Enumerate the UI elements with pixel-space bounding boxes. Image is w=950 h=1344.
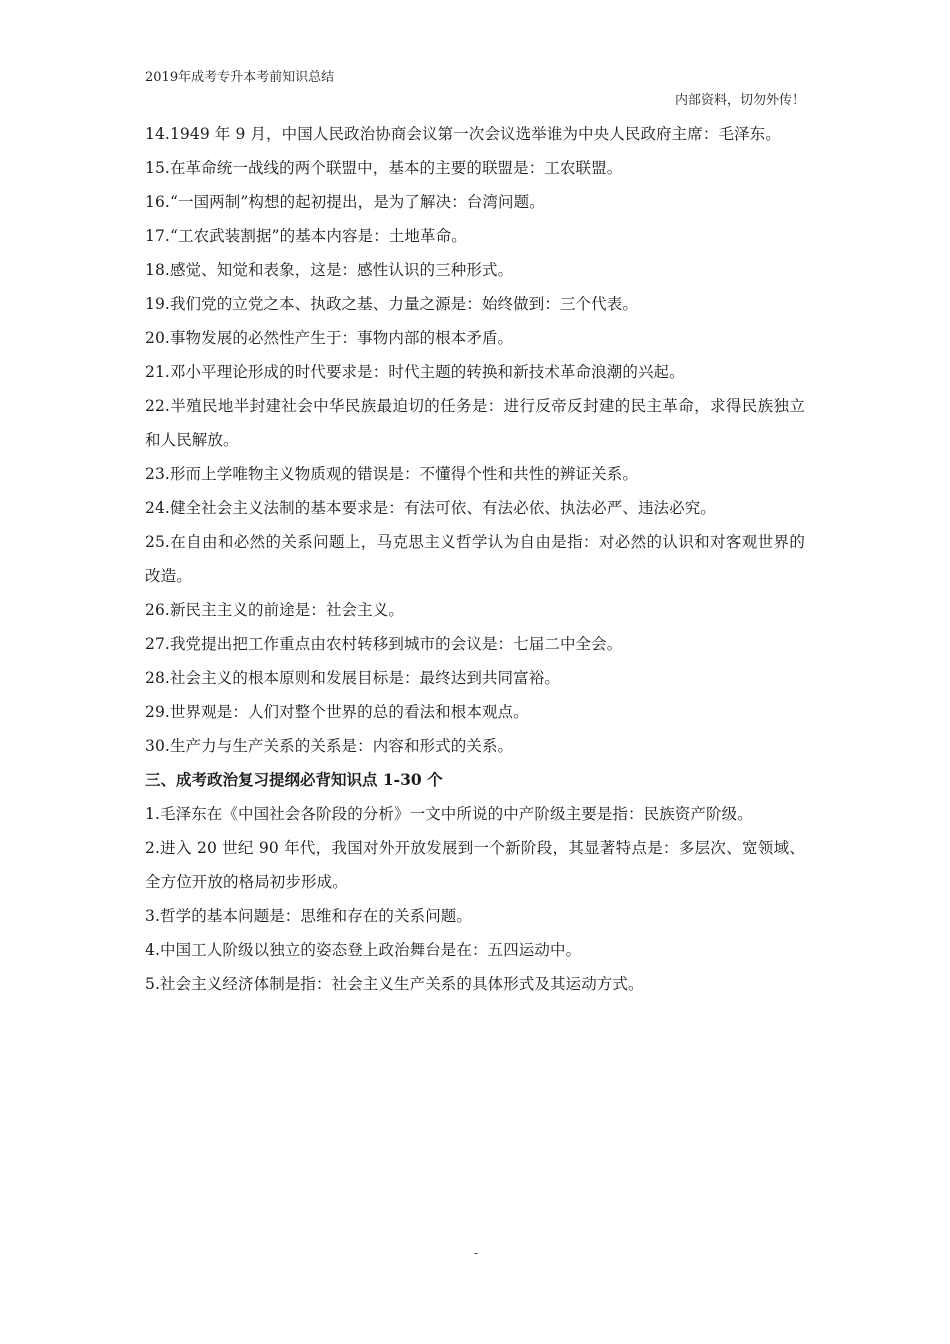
list-item: 2.进入 20 世纪 90 年代，我国对外开放发展到一个新阶段，其显著特点是：多层次、宽领域、全方位开放的格局初步形成。 xyxy=(145,839,805,891)
list-item: 28.社会主义的根本原则和发展目标是：最终达到共同富裕。 xyxy=(145,669,560,687)
header-title: 2019年成考专升本考前知识总结 xyxy=(145,70,335,85)
list-item: 26.新民主主义的前途是：社会主义。 xyxy=(145,601,404,619)
list-item: 3.哲学的基本问题是：思维和存在的关系问题。 xyxy=(145,907,472,925)
list-item: 27.我党提出把工作重点由农村转移到城市的会议是：七届二中全会。 xyxy=(145,635,623,653)
list-item: 16.“一国两制”构想的起初提出，是为了解决：台湾问题。 xyxy=(145,193,545,211)
list-item: 14.1949 年 9 月，中国人民政治协商会议第一次会议选举谁为中央人民政府主席：毛泽东。 xyxy=(145,125,781,143)
list-item: 30.生产力与生产关系的关系是：内容和形式的关系。 xyxy=(145,737,514,755)
header-notice: 内部资料，切勿外传！ xyxy=(674,93,805,108)
list-item: 4.中国工人阶级以独立的姿态登上政治舞台是在：五四运动中。 xyxy=(145,941,582,959)
list-item: 19.我们党的立党之本、执政之基、力量之源是：始终做到：三个代表。 xyxy=(145,295,638,313)
list-item: 18.感觉、知觉和表象，这是：感性认识的三种形式。 xyxy=(145,261,514,279)
section-heading: 三、成考政治复习提纲必背知识点 1-30 个 xyxy=(145,770,443,789)
list-item: 1.毛泽东在《中国社会各阶段的分析》一文中所说的中产阶级主要是指：民族资产阶级。 xyxy=(145,805,753,823)
list-item: 24.健全社会主义法制的基本要求是：有法可依、有法必依、执法必严、违法必究。 xyxy=(145,499,716,517)
list-item: 15.在革命统一战线的两个联盟中，基本的主要的联盟是：工农联盟。 xyxy=(145,159,623,177)
list-item: 5.社会主义经济体制是指：社会主义生产关系的具体形式及其运动方式。 xyxy=(145,975,644,993)
list-item: 21.邓小平理论形成的时代要求是：时代主题的转换和新技术革命浪潮的兴起。 xyxy=(145,363,685,381)
list-item: 20.事物发展的必然性产生于：事物内部的根本矛盾。 xyxy=(145,329,514,347)
list-item: 17.“工农武装割据”的基本内容是：土地革命。 xyxy=(145,227,467,245)
list-item: 29.世界观是：人们对整个世界的总的看法和根本观点。 xyxy=(145,703,529,721)
document-body xyxy=(145,117,805,1001)
list-item: 25.在自由和必然的关系问题上，马克思主义哲学认为自由是指：对必然的认识和对客观世界的改造。 xyxy=(145,533,805,585)
page-footer-mark: - xyxy=(474,1246,479,1260)
list-item: 23.形而上学唯物主义物质观的错误是：不懂得个性和共性的辨证关系。 xyxy=(145,465,638,483)
list-item: 22.半殖民地半封建社会中华民族最迫切的任务是：进行反帝反封建的民主革命，求得民族独立和人民解放。 xyxy=(145,397,805,449)
